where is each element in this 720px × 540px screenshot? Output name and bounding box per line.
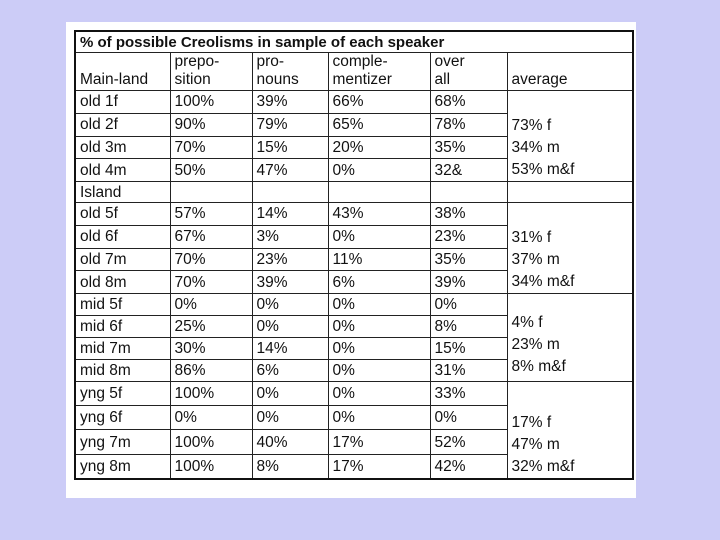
header-overall-line1: over	[434, 53, 465, 70]
complementizer-cell: 66%	[328, 91, 430, 114]
speaker-cell: old 5f	[75, 203, 170, 226]
speaker-cell: old 8m	[75, 271, 170, 294]
overall-cell: 35%	[430, 248, 507, 271]
average-all: 53% m&f	[511, 161, 575, 178]
preposition-cell: 100%	[170, 382, 252, 406]
pronouns-cell: 15%	[252, 136, 328, 159]
preposition-cell: 86%	[170, 360, 252, 382]
overall-cell: 0%	[430, 294, 507, 316]
preposition-cell: 100%	[170, 454, 252, 479]
speaker-cell: yng 6f	[75, 406, 170, 430]
pronouns-cell: 0%	[252, 382, 328, 406]
island-old-average-cell	[507, 203, 633, 294]
complementizer-cell: 0%	[328, 159, 430, 182]
overall-cell: 23%	[430, 225, 507, 248]
pronouns-cell: 14%	[252, 203, 328, 226]
complementizer-cell: 11%	[328, 248, 430, 271]
header-overall	[430, 53, 507, 91]
preposition-cell: 70%	[170, 248, 252, 271]
overall-cell: 52%	[430, 430, 507, 454]
scanned-table-card	[66, 22, 636, 498]
overall-cell: 33%	[430, 382, 507, 406]
header-complementizer-line2: mentizer	[332, 71, 392, 88]
pronouns-cell: 23%	[252, 248, 328, 271]
pronouns-cell: 40%	[252, 430, 328, 454]
speaker-cell: mid 7m	[75, 338, 170, 360]
overall-cell: 38%	[430, 203, 507, 226]
preposition-cell: 0%	[170, 294, 252, 316]
complementizer-cell: 0%	[328, 406, 430, 430]
complementizer-cell: 43%	[328, 203, 430, 226]
average-female: 31% f	[511, 229, 552, 246]
speaker-cell: mid 8m	[75, 360, 170, 382]
mainland-average-cell	[507, 91, 633, 182]
header-row	[75, 53, 633, 91]
complementizer-cell: 6%	[328, 271, 430, 294]
table-row	[75, 203, 633, 226]
average-female: 4% f	[511, 314, 543, 331]
creolisms-table	[74, 30, 634, 480]
header-complementizer	[328, 53, 430, 91]
table-row	[75, 91, 633, 114]
average-all: 32% m&f	[511, 458, 575, 475]
pronouns-cell: 0%	[252, 406, 328, 430]
overall-cell: 35%	[430, 136, 507, 159]
preposition-cell: 0%	[170, 406, 252, 430]
average-male: 47% m	[511, 436, 560, 453]
pronouns-cell: 8%	[252, 454, 328, 479]
header-preposition-line1: prepo-	[174, 53, 220, 70]
speaker-cell: old 6f	[75, 225, 170, 248]
island-label: Island	[75, 182, 170, 203]
average-male: 34% m	[511, 139, 560, 156]
header-average: average	[507, 53, 633, 91]
average-all: 8% m&f	[511, 358, 566, 375]
average-female: 73% f	[511, 117, 552, 134]
header-preposition-line2: sition	[174, 71, 211, 88]
complementizer-cell: 65%	[328, 113, 430, 136]
complementizer-cell: 0%	[328, 225, 430, 248]
preposition-cell: 67%	[170, 225, 252, 248]
speaker-cell: old 7m	[75, 248, 170, 271]
pronouns-cell: 47%	[252, 159, 328, 182]
header-complementizer-line1: comple-	[332, 53, 388, 70]
header-pronouns	[252, 53, 328, 91]
overall-cell: 32&	[430, 159, 507, 182]
preposition-cell: 100%	[170, 430, 252, 454]
pronouns-cell: 79%	[252, 113, 328, 136]
pronouns-cell: 6%	[252, 360, 328, 382]
complementizer-cell: 17%	[328, 430, 430, 454]
preposition-cell: 100%	[170, 91, 252, 114]
preposition-cell: 50%	[170, 159, 252, 182]
overall-cell: 31%	[430, 360, 507, 382]
overall-cell: 8%	[430, 316, 507, 338]
table-row	[75, 294, 633, 316]
complementizer-cell: 0%	[328, 382, 430, 406]
pronouns-cell: 0%	[252, 316, 328, 338]
complementizer-cell: 0%	[328, 316, 430, 338]
average-male: 23% m	[511, 336, 560, 353]
table-title: % of possible Creolisms in sample of each speaker	[75, 31, 633, 53]
header-overall-line2: all	[434, 71, 451, 88]
yng-average-cell	[507, 382, 633, 480]
preposition-cell: 57%	[170, 203, 252, 226]
overall-cell: 42%	[430, 454, 507, 479]
mid-average-cell	[507, 294, 633, 382]
header-pronouns-line2: nouns	[256, 71, 299, 88]
average-female: 17% f	[511, 414, 552, 431]
overall-cell: 39%	[430, 271, 507, 294]
header-speaker: Main-land	[75, 53, 170, 91]
preposition-cell: 30%	[170, 338, 252, 360]
table-row	[75, 382, 633, 406]
speaker-cell: old 3m	[75, 136, 170, 159]
section-row-island	[75, 182, 633, 203]
preposition-cell: 90%	[170, 113, 252, 136]
pronouns-cell: 14%	[252, 338, 328, 360]
overall-cell: 15%	[430, 338, 507, 360]
speaker-cell: mid 5f	[75, 294, 170, 316]
pronouns-cell: 39%	[252, 91, 328, 114]
complementizer-cell: 0%	[328, 360, 430, 382]
average-male: 37% m	[511, 251, 560, 268]
complementizer-cell: 20%	[328, 136, 430, 159]
header-preposition	[170, 53, 252, 91]
title-row	[75, 31, 633, 53]
speaker-cell: old 4m	[75, 159, 170, 182]
overall-cell: 0%	[430, 406, 507, 430]
pronouns-cell: 0%	[252, 294, 328, 316]
header-pronouns-line1: pro-	[256, 53, 285, 70]
speaker-cell: yng 5f	[75, 382, 170, 406]
complementizer-cell: 17%	[328, 454, 430, 479]
complementizer-cell: 0%	[328, 294, 430, 316]
overall-cell: 68%	[430, 91, 507, 114]
complementizer-cell: 0%	[328, 338, 430, 360]
preposition-cell: 70%	[170, 136, 252, 159]
speaker-cell: old 1f	[75, 91, 170, 114]
preposition-cell: 70%	[170, 271, 252, 294]
pronouns-cell: 3%	[252, 225, 328, 248]
preposition-cell: 25%	[170, 316, 252, 338]
speaker-cell: yng 7m	[75, 430, 170, 454]
speaker-cell: mid 6f	[75, 316, 170, 338]
speaker-cell: old 2f	[75, 113, 170, 136]
overall-cell: 78%	[430, 113, 507, 136]
average-all: 34% m&f	[511, 273, 575, 290]
pronouns-cell: 39%	[252, 271, 328, 294]
speaker-cell: yng 8m	[75, 454, 170, 479]
